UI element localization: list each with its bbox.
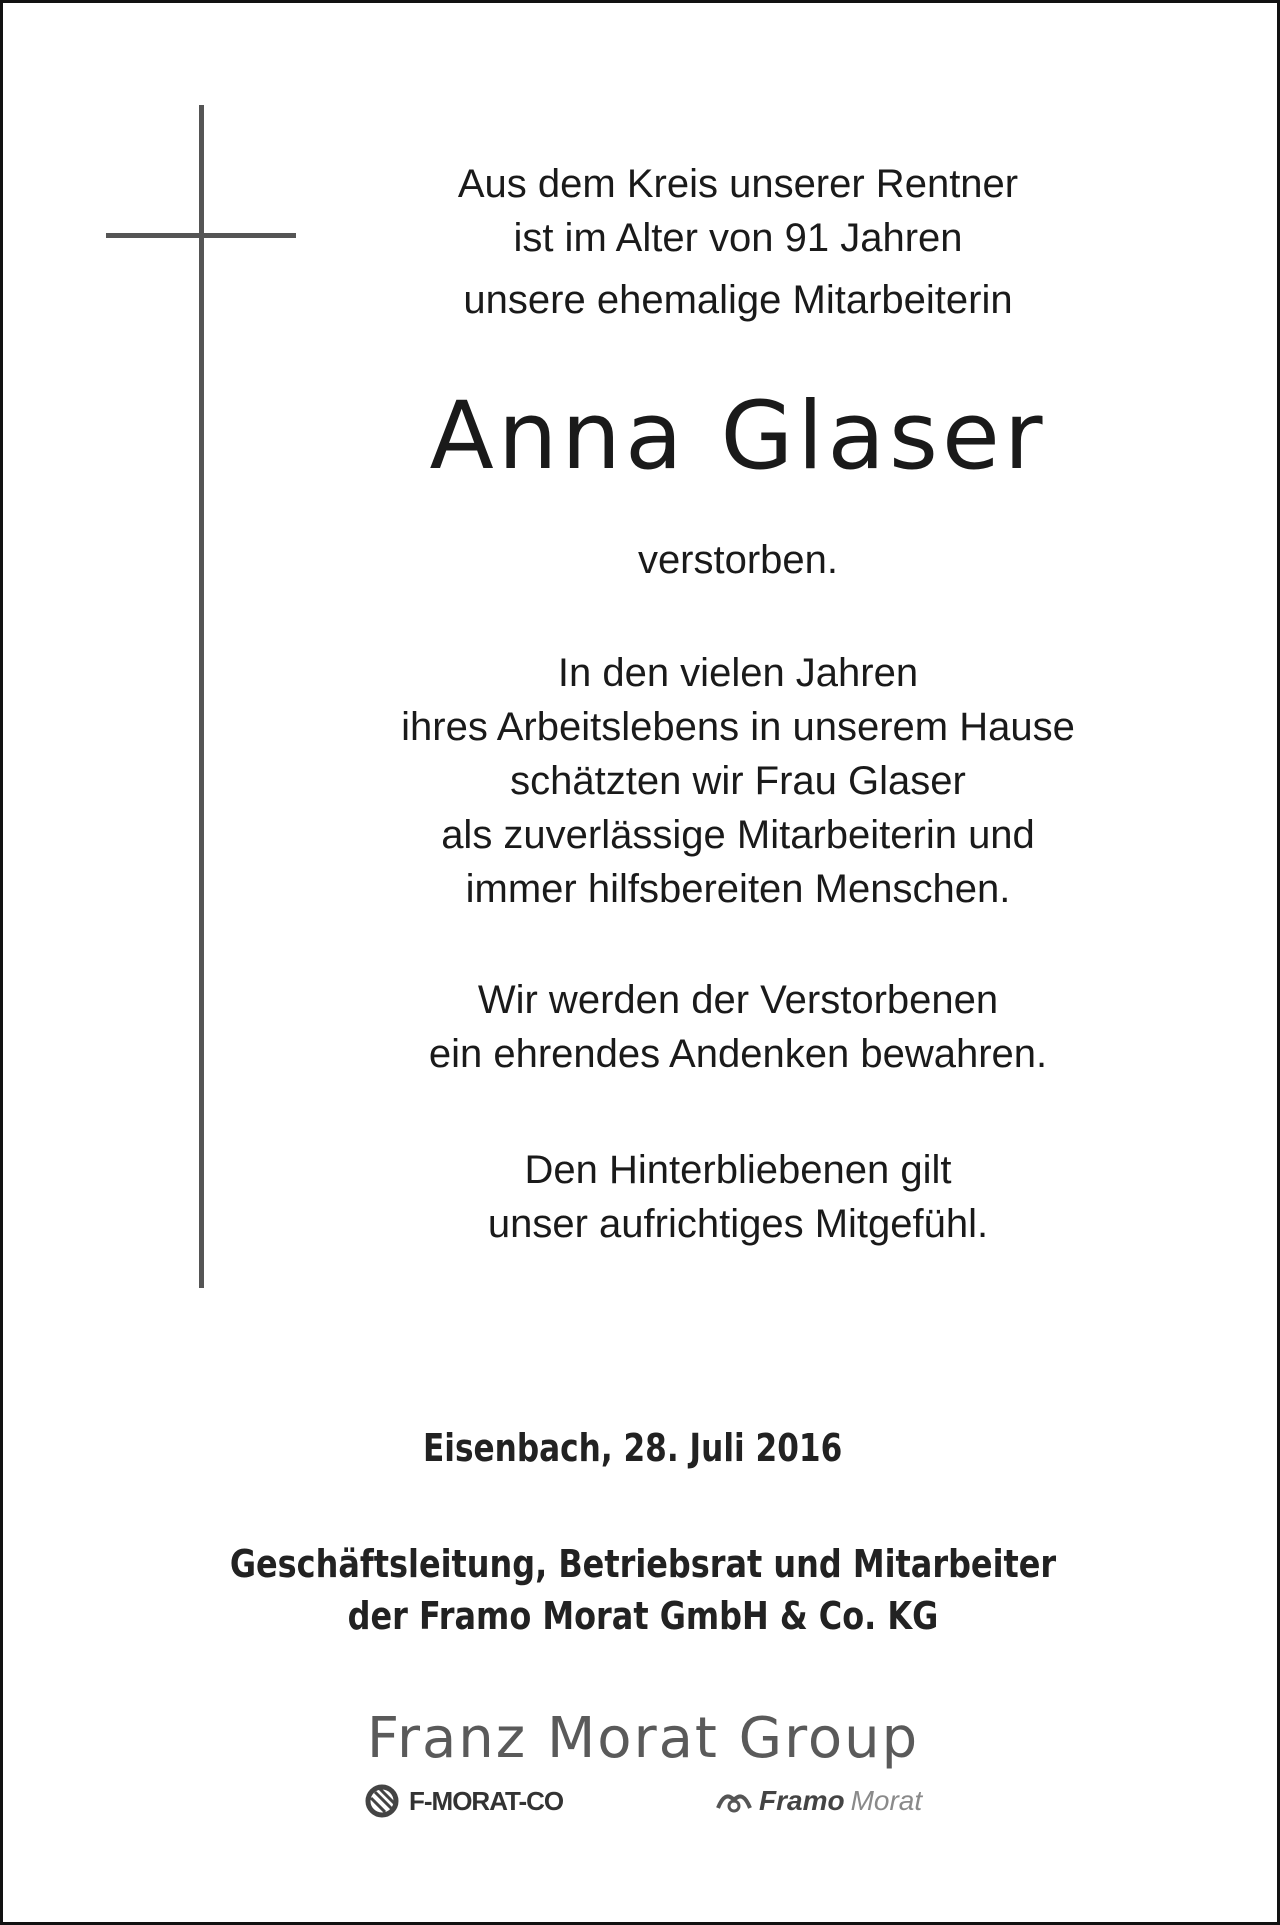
deceased-name: Anna Glaser bbox=[429, 382, 1047, 491]
place-date: Eisenbach, 28. Juli 2016 bbox=[423, 1426, 843, 1470]
condolence-paragraph bbox=[321, 1143, 1155, 1251]
framo-logo-text: Framo bbox=[759, 1785, 845, 1816]
paragraph-line: unser aufrichtiges Mitgefühl. bbox=[487, 1202, 989, 1246]
intro-line: unsere ehemalige Mitarbeiterin bbox=[463, 278, 1013, 322]
group-name: Franz Morat Group bbox=[366, 1706, 920, 1771]
paragraph-line: ein ehrendes Andenken bewahren. bbox=[428, 1032, 1048, 1076]
paragraph-line: immer hilfsbereiten Menschen. bbox=[465, 867, 1011, 911]
verstorben-text: verstorben. bbox=[637, 538, 839, 582]
morat-logo-text: Morat bbox=[850, 1785, 923, 1816]
paragraph-line: Wir werden der Verstorbenen bbox=[477, 978, 999, 1022]
cross-icon-horizontal-bar bbox=[106, 233, 296, 238]
cross-icon-vertical-bar bbox=[199, 105, 204, 1288]
framo-morat-logo bbox=[715, 1781, 922, 1821]
intro-line: ist im Alter von 91 Jahren bbox=[513, 216, 963, 260]
signature-block bbox=[223, 1538, 1063, 1642]
signature-line: der Framo Morat GmbH & Co. KG bbox=[347, 1594, 939, 1638]
intro-line: Aus dem Kreis unserer Rentner bbox=[457, 162, 1019, 206]
paragraph-line: ihres Arbeitslebens in unserem Hause bbox=[401, 705, 1075, 749]
paragraph-line: schätzten wir Frau Glaser bbox=[510, 759, 966, 803]
fmc-logo bbox=[365, 1781, 563, 1821]
fmc-logo-text: F-MORAT-CO bbox=[409, 1785, 564, 1816]
paragraph-line: In den vielen Jahren bbox=[557, 651, 919, 695]
tribute-paragraph bbox=[321, 646, 1155, 916]
intro-text bbox=[321, 157, 1155, 327]
paragraph-line: Den Hinterbliebenen gilt bbox=[524, 1148, 952, 1192]
signature-line: Geschäftsleitung, Betriebsrat und Mitarbeiter bbox=[229, 1542, 1057, 1586]
fmc-logo-icon bbox=[365, 1784, 403, 1818]
remembrance-paragraph bbox=[321, 973, 1155, 1081]
framo-logo-icon bbox=[715, 1786, 753, 1816]
paragraph-line: als zuverlässige Mitarbeiterin und bbox=[441, 813, 1035, 857]
